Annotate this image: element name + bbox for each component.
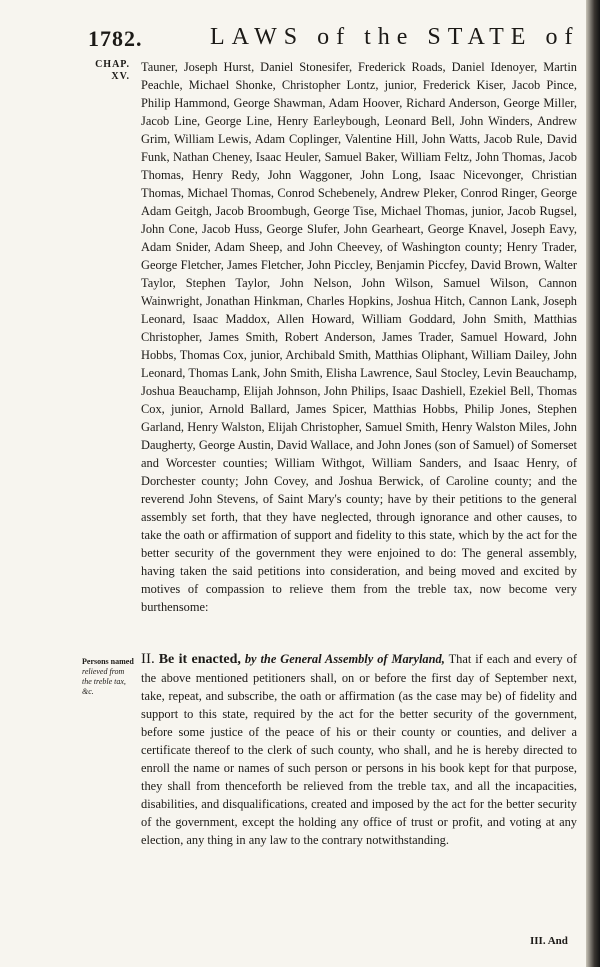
margin-note-line: relieved from bbox=[82, 667, 125, 676]
section-two bbox=[141, 650, 577, 849]
page-year: 1782. bbox=[88, 26, 143, 51]
section-two-text: That if each and every of the above mentioned petitioners shall, on or before the first day of September next, take, repeat, and subscribe, the oath or affirmation (as the case may be) of fidelity and support to this state, required by the act for the better security of the government, before some justice of the peace of his or their county or counties, and deliver a certificate thereof to the clerk of such county, who shall, and he is hereby directed to enroll the name or names of such person or persons in his book kept for that purpose, they shall from thenceforth be relieved from the treble tax, and all the incapacities, disabilities, and disqualifications, created and imposed by the act for the better security of the government, except the holding any office of trust or profit, and voting at any election, any thing in any law to the contrary notwithstanding. bbox=[141, 652, 578, 847]
margin-note-line: the treble tax, bbox=[82, 677, 126, 686]
running-title: LAWS of the STATE of bbox=[210, 24, 580, 50]
enacting-authority: by the General Assembly of Maryland, bbox=[244, 652, 445, 666]
section-one-text: Tauner, Joseph Hurst, Daniel Stonesifer, Frederick Roads, Daniel Idenoyer, Martin Peachle, Michael Shonke, Christopher Lontz, junior, Frederick Kiser, Jacob Pince, Philip Hammond, George Shawman, Adam Hoover, Richard Anderson, George Miller, Jacob Line, George Line, Henry Earleybough, Leonard Bell, John Winders, Andrew Grim, William Lewis, Adam Coplinger, Valentine Hill, John Watts, Jacob Rule, David Funk, Nathan Cheney, Isaac Heuler, Samuel Baker, William Feltz, John Thomas, Jacob Thomas, Henry Redy, John Waggoner, John Long, Isaac Nicevonger, Christian Thomas, Michael Thomas, Conrod Schebenely, Andrew Pleker, Conrod Ringer, George Adam Geitgh, Jacob Broombugh, George Tise, Michael Thomas, junior, Jacob Rugsel, John Cone, Jacob Huss, George Slufer, John Gearheart, George Knavel, Joseph Eavy, Adam Snider, Adam Sheep, and John Cheevey, of Washington county; Henry Trader, George Fletcher, James Fletcher, John Piccley, Benjamin Piccfey, David Brown, Walter Taylor, Stephen Taylor, John Nelson, John Wilson, Samuel Wilson, Cannon Wainwright, Jonathan Hinkman, Charles Hopkins, Joshua Hitch, Cannon Lank, Joseph Leonard, Isaac Maddox, Allen Howard, William Goddard, John Smith, Matthias Christopher, James Smith, Robert Anderson, James Trader, Samuel Howard, John Hobbs, Thomas Cox, junior, Archibald Smith, Matthias Oliphant, William Dailey, John Leonard, Thomas Lank, John Smith, Elisha Lawrence, Saul Stocley, Levin Beauchamp, Joshua Beauchamp, Elijah Johnson, John Philips, Isaac Dashiell, Ezekiel Bell, Thomas Cox, junior, Arnold Ballard, James Spicer, Matthias Hobbs, Philip Jones, Stephen Garland, Henry Walston, Elijah Christopher, Samuel Smith, Henry Walston Miles, John Daugherty, George Austin, David Wallace, and John Jones (son of Samuel) of Somerset and Worcester counties; William Withgot, William Sanders, and Isaac Henry, of Dorchester county; John Covey, and Joshua Berwick, of Caroline county; and the reverend John Stevens, of Saint Mary's county; have by their petitions to the general assembly set forth, that they have neglected, through ignorance and other causes, to take the oath or affirmation of support and fidelity to this state, which by the act for the better security of the government they were enjoined to do: The general assembly, having taken the said petitions into consideration, and being moved and excited by motives of compassion to relieve them from the treble tax, now become very burthensome: bbox=[141, 60, 577, 614]
chapter-label: CHAP. bbox=[95, 59, 130, 70]
margin-note bbox=[82, 657, 138, 697]
margin-note-line: &c. bbox=[82, 687, 94, 696]
chapter-marker bbox=[86, 59, 130, 83]
section-one bbox=[141, 58, 577, 616]
section-two-paragraph bbox=[141, 650, 577, 849]
catchword: III. And bbox=[530, 935, 568, 947]
page-header bbox=[0, 22, 600, 56]
margin-note-line: Persons named bbox=[82, 657, 134, 666]
section-number: II. bbox=[141, 651, 155, 667]
enacting-clause: Be it enacted, bbox=[158, 652, 241, 667]
chapter-number: XV. bbox=[111, 71, 130, 82]
page-edge-shadow bbox=[586, 0, 600, 967]
